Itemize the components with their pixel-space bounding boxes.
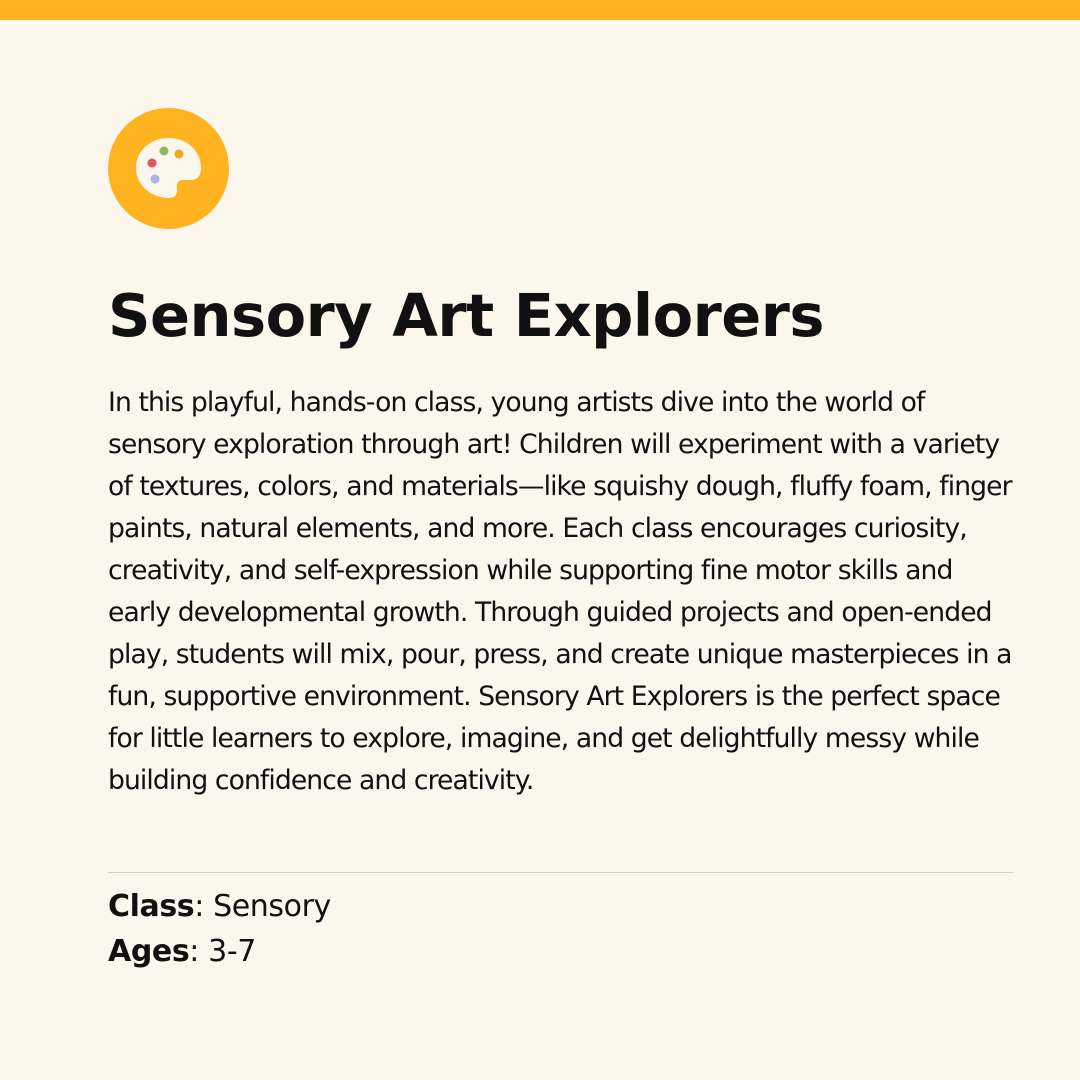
page-title: Sensory Art Explorers (108, 281, 824, 350)
ages-label: Ages (108, 934, 190, 969)
top-accent-bar (0, 0, 1080, 20)
class-label: Class (108, 889, 195, 924)
ages-detail (108, 929, 708, 974)
class-separator: : (194, 889, 214, 924)
icon-badge (108, 108, 229, 229)
class-description: In this playful, hands-on class, young artists dive into the world of sensory exploration through art! Children will experiment with a variety of textures, colors, and materials—like squishy dough, fluffy foam, finger paints, natural elements, and more. Each class encourages curiosity, creativity, and self-expression while supporting fine motor skills and early developmental growth. Through guided projects and open-ended play, students will mix, pour, press, and create unique masterpieces in a fun, supportive environment. Sensory Art Explorers is the perfect space for little learners to explore, imagine, and get delightfully messy while building confidence and creativity. (108, 387, 1012, 796)
palette-icon (108, 108, 229, 229)
ages-value: 3-7 (208, 934, 256, 969)
class-value: Sensory (213, 889, 331, 924)
divider (108, 872, 1013, 873)
ages-separator: : (189, 934, 209, 969)
class-detail (108, 884, 708, 929)
